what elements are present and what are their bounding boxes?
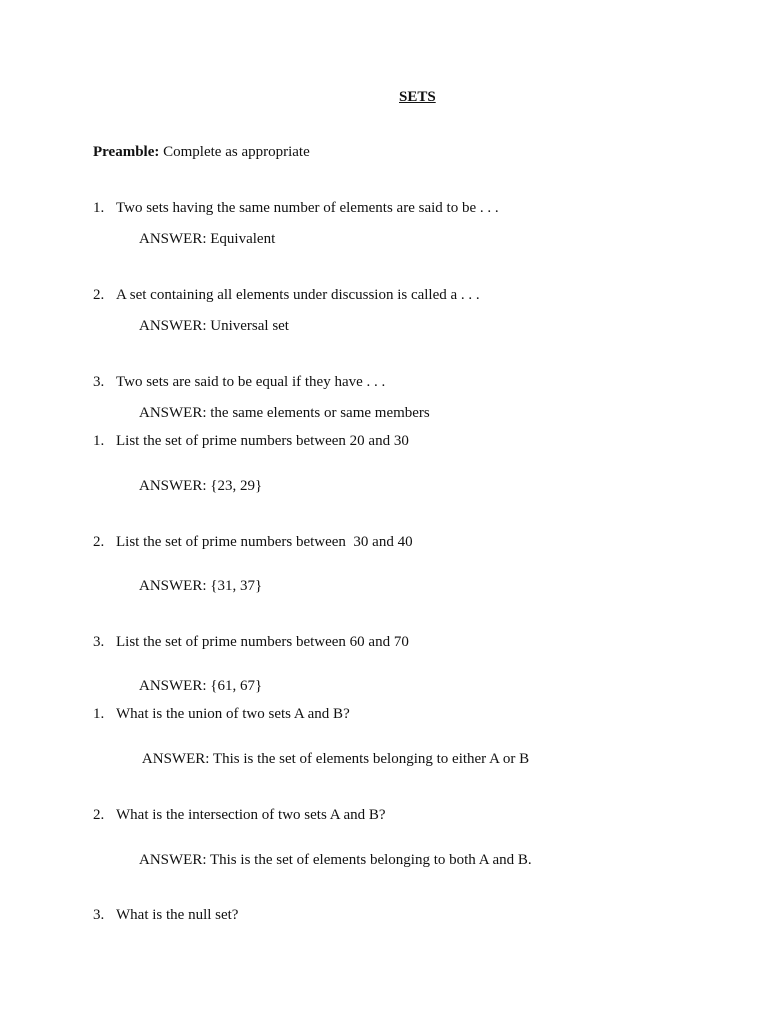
answer-text: ANSWER: the same elements or same members: [139, 405, 430, 421]
answer-text: ANSWER: Universal set: [139, 318, 289, 334]
question-item: [93, 633, 409, 651]
answer-text: ANSWER: Equivalent: [139, 231, 276, 247]
preamble-label: Preamble:: [93, 144, 160, 160]
question-item: [93, 432, 409, 450]
question-item: [93, 373, 385, 391]
answer-text: ANSWER: {31, 37}: [139, 578, 263, 594]
question-number: 2.: [93, 287, 105, 303]
question-number: 1.: [93, 706, 105, 722]
question-number: 2.: [93, 807, 105, 823]
answer-text: ANSWER: {61, 67}: [139, 678, 263, 694]
question-text: What is the union of two sets A and B?: [116, 706, 350, 722]
preamble-text: Complete as appropriate: [163, 144, 310, 160]
question-text: A set containing all elements under discussion is called a . . .: [116, 287, 480, 303]
question-item: [93, 806, 386, 824]
preamble: [93, 143, 310, 161]
answer-text: ANSWER: This is the set of elements belonging to both A and B.: [139, 852, 532, 868]
question-text: What is the intersection of two sets A and B?: [116, 807, 386, 823]
question-text: List the set of prime numbers between 60 and 70: [116, 634, 409, 650]
answer-text: ANSWER: This is the set of elements belonging to either A or B: [139, 751, 530, 767]
question-number: 2.: [93, 534, 105, 550]
question-text: List the set of prime numbers between 20 and 30: [116, 433, 409, 449]
page-title: SETS: [399, 89, 436, 105]
question-text: Two sets having the same number of elements are said to be . . .: [116, 200, 499, 216]
question-item: [93, 705, 350, 723]
question-number: 3.: [93, 634, 105, 650]
answer-text: ANSWER: {23, 29}: [139, 478, 263, 494]
question-text: What is the null set?: [116, 907, 239, 923]
question-item: [93, 286, 480, 304]
question-text: Two sets are said to be equal if they have . . .: [116, 374, 386, 390]
question-item: [93, 533, 413, 551]
question-number: 1.: [93, 200, 105, 216]
question-number: 1.: [93, 433, 105, 449]
question-text: List the set of prime numbers between 30 and 40: [116, 534, 413, 550]
question-number: 3.: [93, 374, 105, 390]
question-item: [93, 906, 238, 924]
question-item: [93, 199, 499, 217]
question-number: 3.: [93, 907, 105, 923]
